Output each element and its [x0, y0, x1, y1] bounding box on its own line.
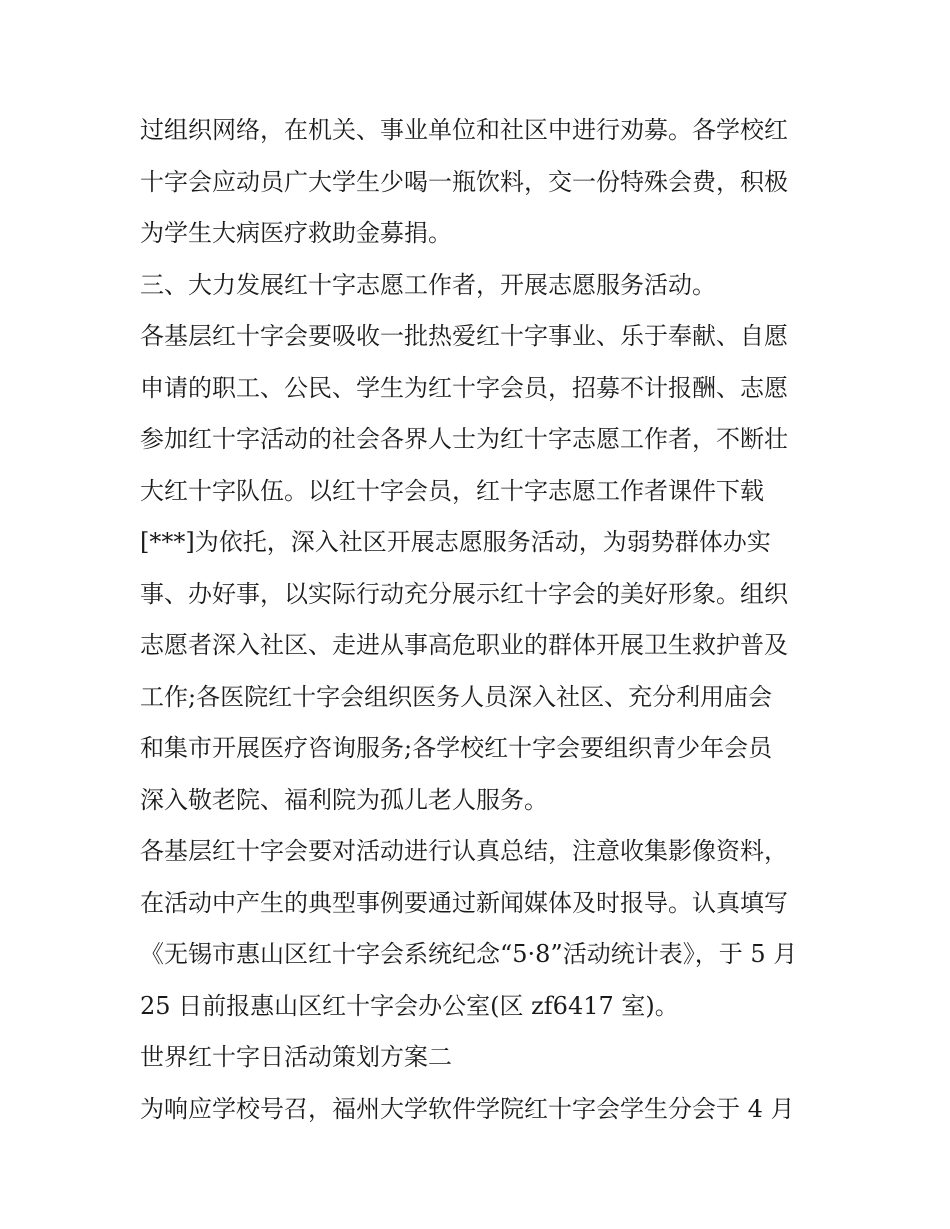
- text-line-7: 参加红十字活动的社会各界人士为红十字志愿工作者，不断壮: [140, 425, 788, 453]
- plan-two-heading: 世界红十字日活动策划方案二: [140, 1043, 452, 1071]
- text-line-20: 为响应学校号召，福州大学软件学院红十字会学生分会于 4 月: [140, 1094, 795, 1123]
- text-line-16: 在活动中产生的典型事例要通过新闻媒体及时报导。认真填写: [140, 888, 788, 917]
- text-line-15: 各基层红十字会要对活动进行认真总结，注意收集影像资料，: [140, 837, 788, 865]
- text-line-13: 和集市开展医疗咨询服务;各学校红十字会要组织青少年会员: [140, 734, 773, 762]
- text-line-6: 申请的职工、公民、学生为红十字会员，招募不计报酬、志愿: [140, 373, 788, 402]
- text-line-11: 志愿者深入社区、走进从事高危职业的群体开展卫生救护普及: [140, 631, 788, 659]
- text-line-17: 《无锡市惠山区红十字会系统纪念“5·8”活动统计表》，于 5 月: [140, 940, 798, 968]
- text-line-14: 深入敬老院、福利院为孤儿老人服务。: [140, 785, 548, 814]
- text-line-1: 过组织网络，在机关、事业单位和社区中进行劝募。各学校红: [140, 116, 788, 144]
- text-line-18: 25 日前报惠山区红十字会办公室(区 zf6417 室)。: [140, 991, 679, 1020]
- document-page: [140, 105, 820, 1135]
- text-line-8: 大红十字队伍。以红十字会员，红十字志愿工作者课件下载: [140, 476, 764, 505]
- text-line-2: 十字会应动员广大学生少喝一瓶饮料，交一份特殊会费，积极: [140, 167, 788, 196]
- section-heading-three: 三、大力发展红十字志愿工作者，开展志愿服务活动。: [140, 270, 716, 299]
- text-line-10: 事、办好事，以实际行动充分展示红十字会的美好形象。组织: [140, 579, 788, 608]
- text-line-5: 各基层红十字会要吸收一批热爱红十字事业、乐于奉献、自愿: [140, 322, 788, 350]
- text-line-3: 为学生大病医疗救助金募捐。: [140, 219, 452, 247]
- text-line-12: 工作;各医院红十字会组织医务人员深入社区、充分利用庙会: [140, 682, 773, 711]
- text-line-9: [***]为依托，深入社区开展志愿服务活动，为弱势群体办实: [140, 528, 771, 556]
